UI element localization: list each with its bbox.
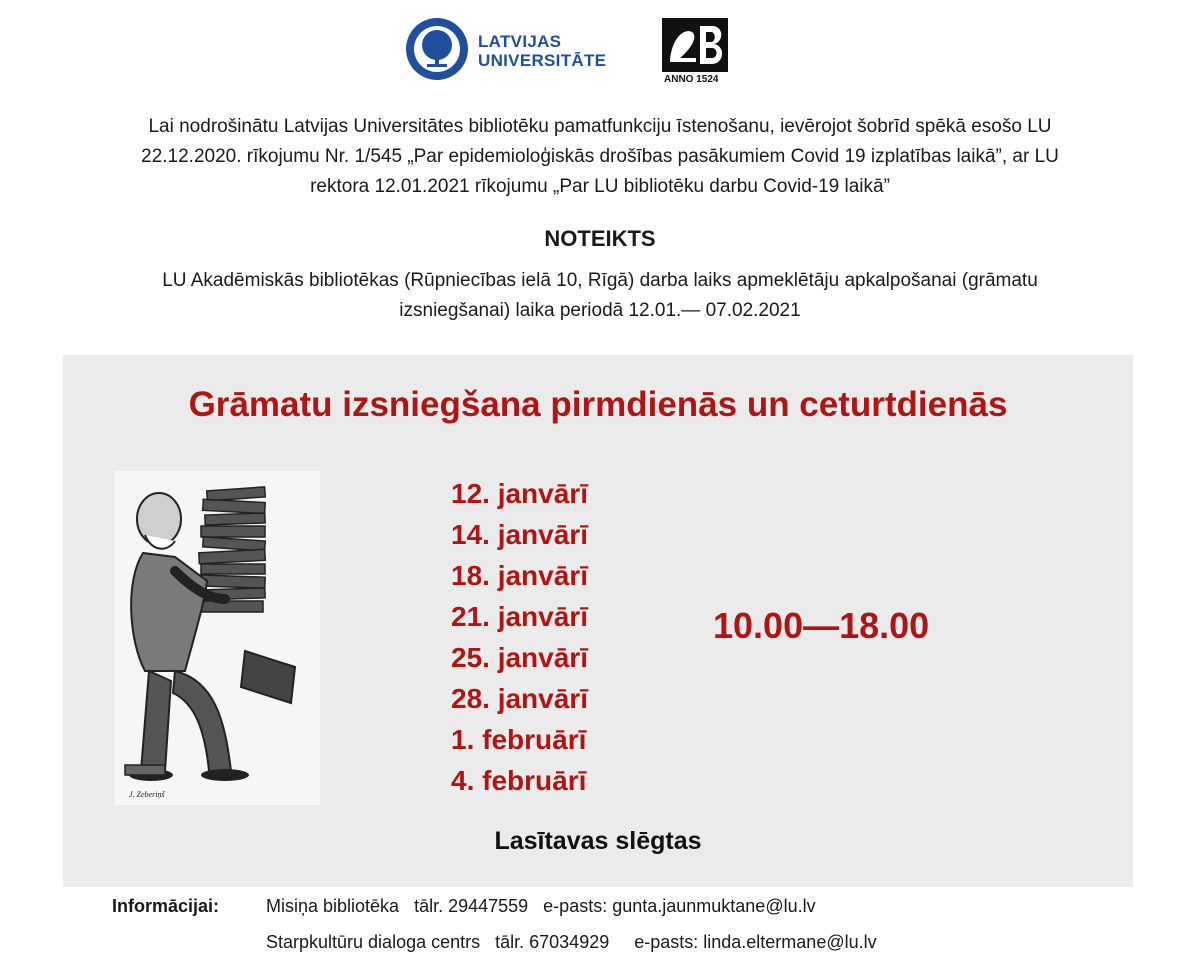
university-logo-line-1: LATVIJAS (478, 32, 562, 51)
intro-line: Lai nodrošinātu Latvijas Universitātes bibliotēku pamatfunkciju īstenošanu, ievērojot šobrīd spēkā esošo LU (148, 116, 1052, 137)
subject-line: LU Akadēmiskās bibliotēkas (Rūpniecības ielā 10, Rīgā) darba laiks apmeklētāju apkalpošanai (grāmatu (162, 270, 1038, 291)
subject-paragraph (60, 266, 1140, 326)
schedule-panel (63, 355, 1133, 887)
anniversary-logo (662, 18, 730, 90)
header-logos (0, 14, 1200, 94)
contacts-label: Informācijai: (112, 896, 220, 916)
reading-rooms-closed-note: Lasītavas slēgtas (494, 827, 702, 855)
contact-row-starpkulturu: Starpkultūru dialoga centrs tālr. 67034929 e-pasts: linda.eltermane@lu.lv (266, 932, 877, 952)
panel-title: Grāmatu izsniegšana pirmdienās un ceturtdienās (188, 385, 1008, 424)
dates-list (451, 473, 588, 801)
date-item: 1. februārī (451, 724, 587, 755)
anniversary-monogram-icon (662, 18, 728, 72)
anniversary-logo-text: ANNO 1524 (664, 74, 719, 85)
university-logo (404, 16, 609, 84)
intro-line: rektora 12.01.2021 rīkojumu „Par LU bibliotēku darbu Covid-19 laikā” (310, 176, 890, 197)
date-item: 28. janvārī (451, 683, 588, 714)
date-item: 4. februārī (451, 765, 587, 796)
university-logo-line-2: UNIVERSITĀTE (478, 51, 607, 70)
subject-line: izsniegšanai) laika periodā 12.01.— 07.02.2021 (399, 300, 801, 321)
university-seal-icon (404, 16, 470, 82)
decree-title: NOTEIKTS (544, 226, 656, 251)
opening-hours: 10.00—18.00 (713, 605, 930, 646)
date-item: 14. janvārī (451, 519, 588, 550)
intro-paragraph (60, 112, 1140, 202)
scholar-with-books-illustration (115, 471, 320, 805)
contact-row-misina: Misiņa bibliotēka tālr. 29447559 e-pasts: gunta.jaunmuktane@lu.lv (266, 896, 816, 916)
date-item: 21. janvārī (451, 601, 588, 632)
illustration-signature: J. Zeberiņš (129, 790, 165, 799)
scholar-books-drawing-icon (115, 471, 320, 805)
date-item: 12. janvārī (451, 478, 588, 509)
intro-line: 22.12.2020. rīkojumu Nr. 1/545 „Par epidemioloģiskās drošības pasākumiem Covid 19 izplatības laikā”, ar LU (141, 146, 1059, 167)
date-item: 18. janvārī (451, 560, 588, 591)
date-item: 25. janvārī (451, 642, 588, 673)
